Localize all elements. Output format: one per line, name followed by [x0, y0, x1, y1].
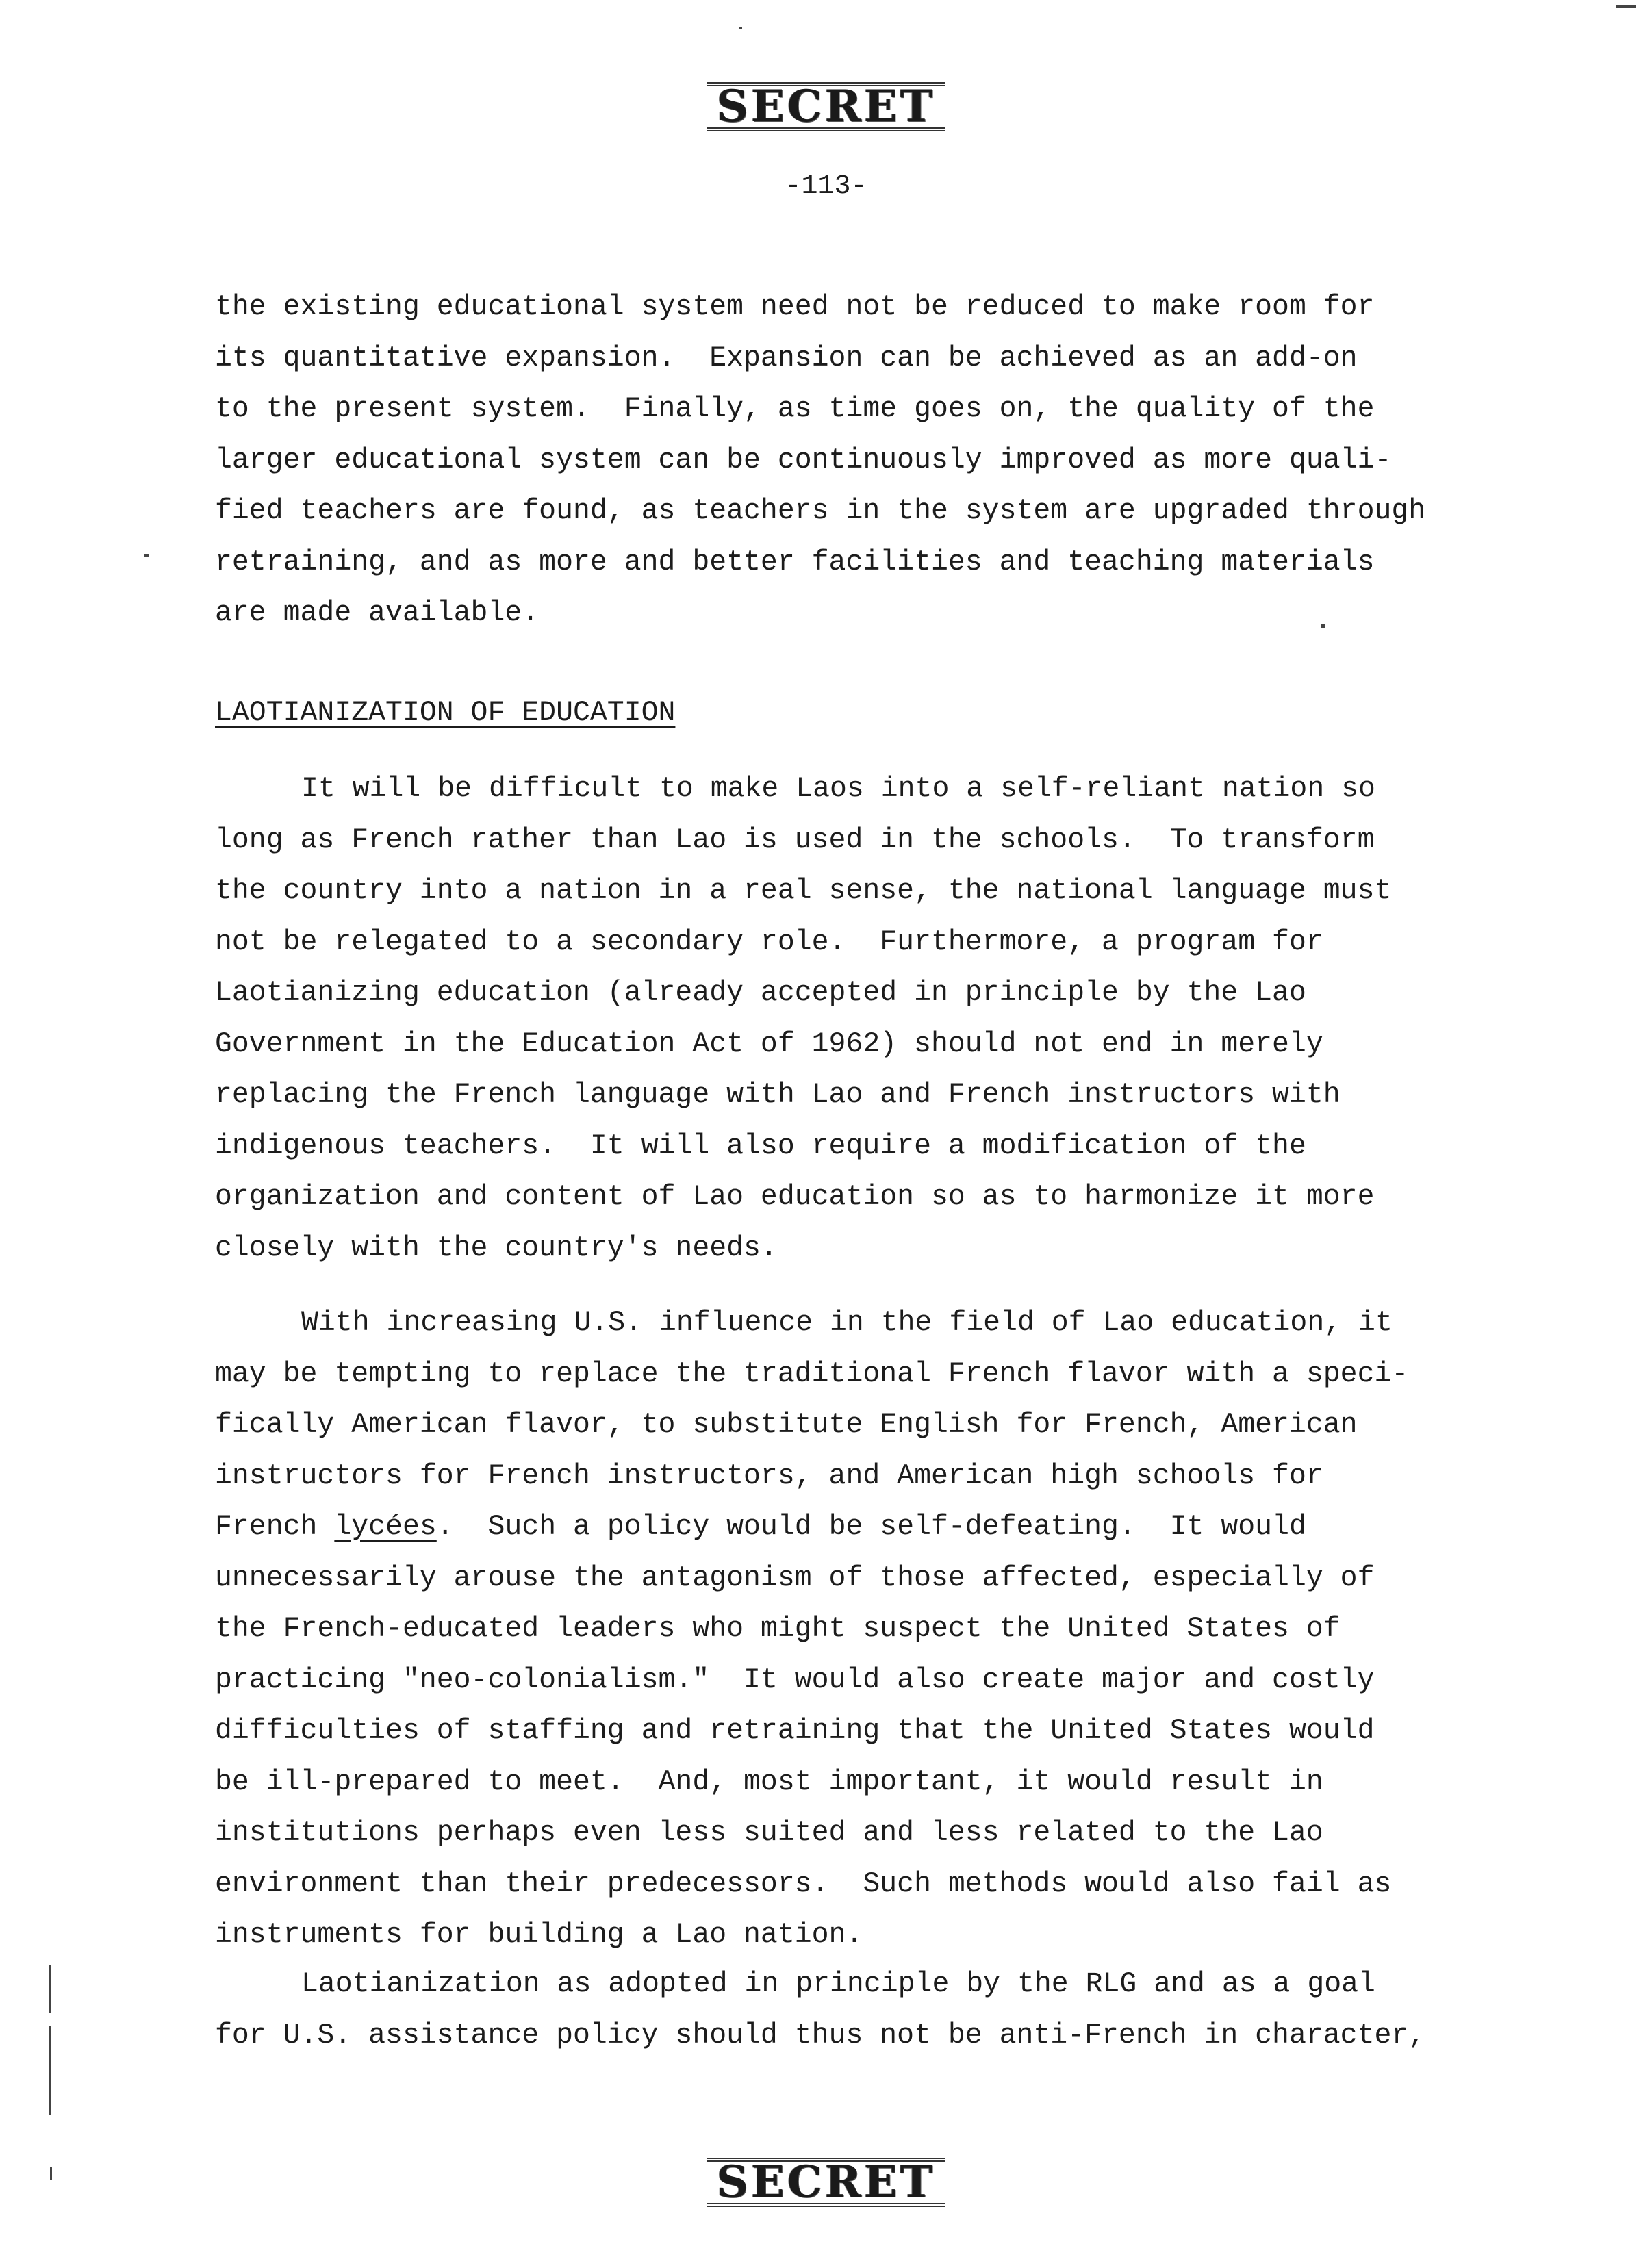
underlined-term: lycées — [334, 1511, 437, 1543]
line-suffix: . Such a policy would be self-defeating. It would — [436, 1511, 1306, 1543]
text-line: closely with the country's needs. — [215, 1231, 778, 1264]
text-line: the existing educational system need not be reduced to make room for — [215, 291, 1375, 323]
scan-mark — [1321, 624, 1325, 628]
text-line: institutions perhaps even less suited and less related to the Lao — [215, 1817, 1323, 1849]
text-line: may be tempting to replace the traditional French flavor with a speci- — [215, 1357, 1409, 1390]
text-line: organization and content of Lao education so as to harmonize it more — [215, 1181, 1375, 1213]
text-line: not be relegated to a secondary role. Furthermore, a program for — [215, 926, 1323, 958]
text-line: the French-educated leaders who might suspect the United States of — [215, 1613, 1340, 1645]
text-line: be ill-prepared to meet. And, most important, it would result in — [215, 1765, 1323, 1798]
paragraph-3 — [215, 1959, 1440, 2061]
scan-mark — [1616, 5, 1636, 8]
text-line: for U.S. assistance policy should thus not be anti-French in character, — [215, 2019, 1426, 2052]
text-line: Laotianizing education (already accepted in principle by the Lao — [215, 977, 1306, 1009]
text-line: larger educational system can be continuously improved as more quali- — [215, 444, 1392, 476]
classification-label: SECRET — [707, 82, 945, 131]
section-heading: LAOTIANIZATION OF EDUCATION — [215, 697, 676, 729]
text-line: difficulties of staffing and retraining that the United States would — [215, 1715, 1375, 1747]
text-line: its quantitative expansion. Expansion can be achieved as an add-on — [215, 342, 1358, 374]
classification-stamp-bottom — [0, 2156, 1652, 2208]
text-line: indigenous teachers. It will also require a modification of the — [215, 1130, 1306, 1162]
margin-line — [49, 1965, 51, 2013]
text-line: With increasing U.S. influence in the field of Lao education, it — [301, 1307, 1393, 1339]
intro-paragraph — [215, 282, 1440, 639]
text-line: instruments for building a Lao nation. — [215, 1919, 863, 1951]
text-line: are made available. — [215, 597, 539, 629]
text-line: Laotianization as adopted in principle by the RLG and as a goal — [301, 1968, 1375, 2000]
line-prefix: French — [215, 1511, 335, 1543]
paragraph-2 — [215, 1298, 1440, 1961]
text-line: practicing "neo-colonialism." It would also create major and costly — [215, 1663, 1375, 1696]
text-line: environment than their predecessors. Such methods would also fail as — [215, 1867, 1392, 1900]
classification-label: SECRET — [707, 2158, 945, 2207]
text-line: to the present system. Finally, as time goes on, the quality of the — [215, 393, 1375, 425]
text-line: long as French rather than Lao is used in the schools. To transform — [215, 824, 1375, 856]
scan-mark — [739, 27, 742, 29]
text-line: It will be difficult to make Laos into a self-reliant nation so — [301, 773, 1375, 805]
classification-stamp-top — [0, 81, 1652, 132]
text-line: fically American flavor, to substitute English for French, American — [215, 1409, 1358, 1441]
text-line: instructors for French instructors, and American high schools for — [215, 1459, 1323, 1492]
text-line: retraining, and as more and better facilities and teaching materials — [215, 546, 1375, 578]
text-line: unnecessarily arouse the antagonism of those affected, especially of — [215, 1561, 1375, 1594]
text-line: Government in the Education Act of 1962) should not end in merely — [215, 1028, 1323, 1060]
text-line-lycees — [215, 1502, 1440, 1553]
text-line: replacing the French language with Lao and French instructors with — [215, 1079, 1340, 1111]
scan-mark — [144, 554, 149, 557]
text-line: the country into a nation in a real sense, the national language must — [215, 875, 1392, 907]
text-line: fied teachers are found, as teachers in the system are upgraded through — [215, 495, 1426, 527]
page-number: -113- — [785, 171, 867, 202]
paragraph-1 — [215, 764, 1440, 1274]
margin-line — [49, 2026, 51, 2115]
